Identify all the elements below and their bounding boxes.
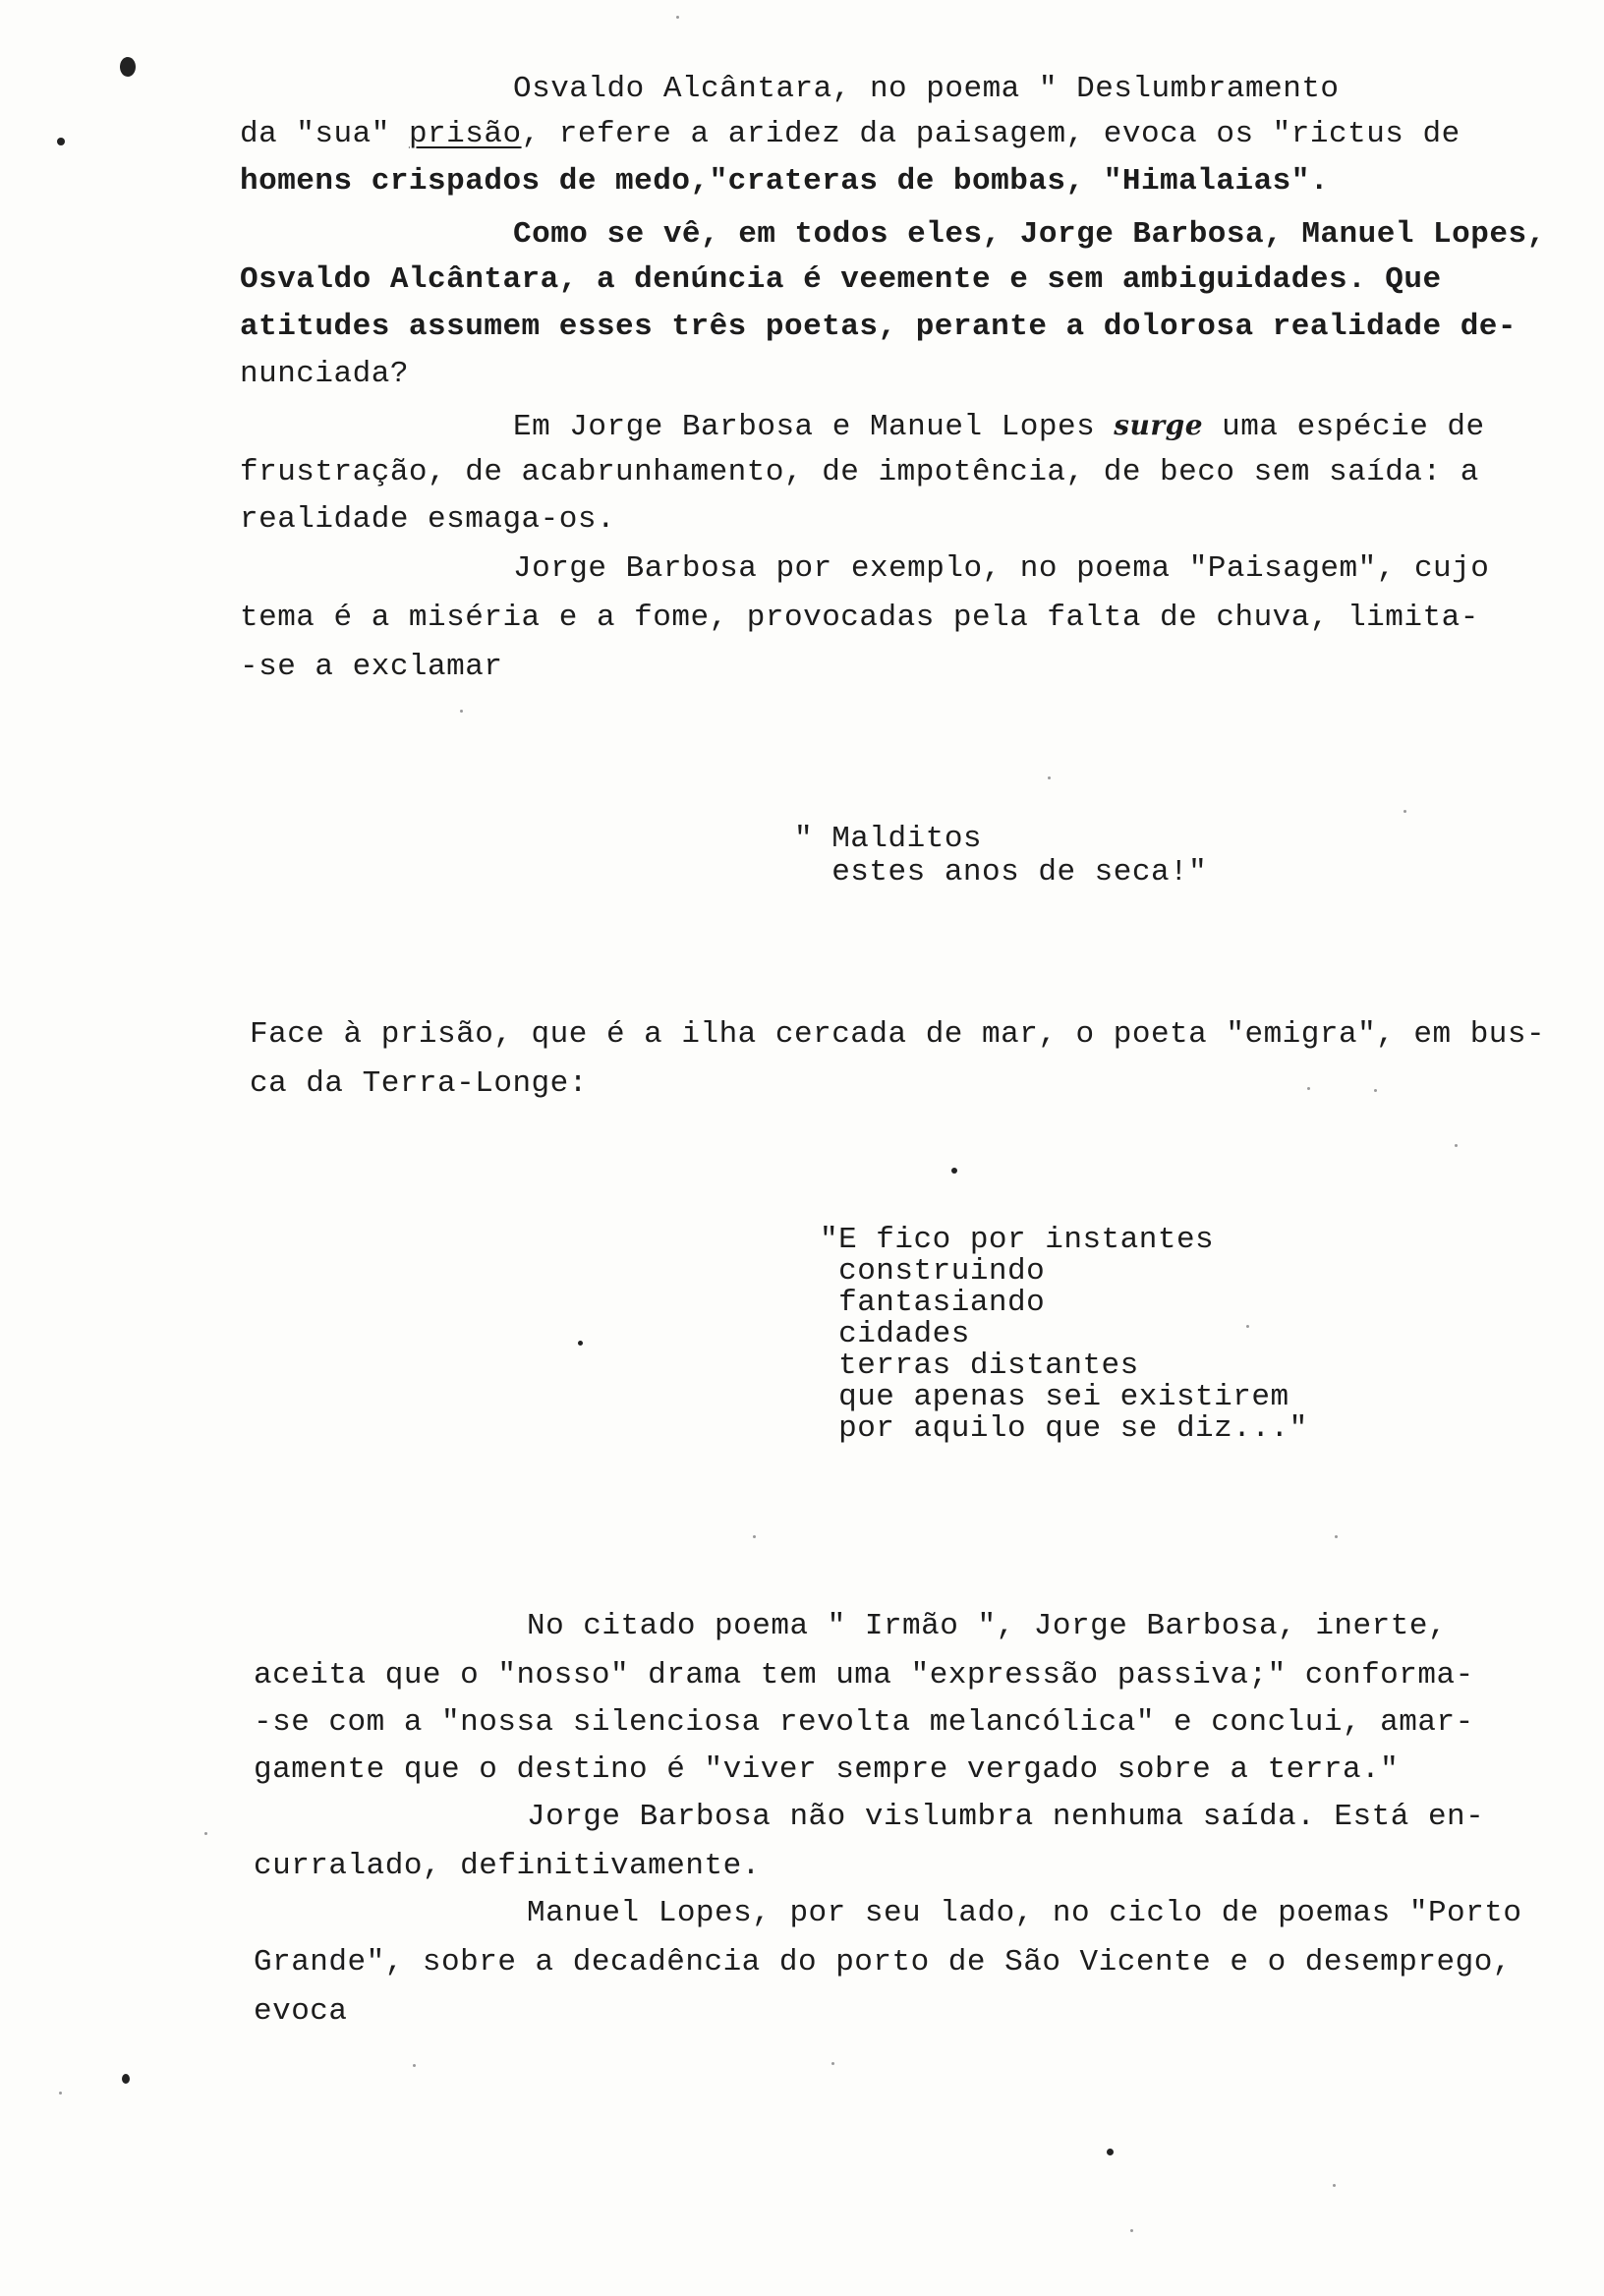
- paragraph-1-line-2-start: da "sua": [240, 117, 409, 151]
- ink-dot-bottom-center: [1107, 2149, 1114, 2155]
- paragraph-7-line-2: curralado, definitivamente.: [254, 1849, 761, 1883]
- speck: [753, 1535, 756, 1538]
- paragraph-1-line-3: homens crispados de medo,"crateras de bombas, "Himalaias".: [240, 164, 1329, 199]
- quote-2-line-2: construindo: [820, 1254, 1046, 1289]
- speck: [1404, 810, 1406, 813]
- ink-dot-left-margin: [57, 138, 65, 145]
- quote-2-line-7: por aquilo que se diz...": [820, 1411, 1308, 1446]
- speck: [204, 1832, 207, 1835]
- paragraph-1-line-2-end: , refere a aridez da paisagem, evoca os "rictus de: [521, 117, 1461, 151]
- paragraph-3-line-2: frustração, de acabrunhamento, de impotência, de beco sem saída: a: [240, 455, 1479, 489]
- speck: [831, 2062, 834, 2065]
- paragraph-8-line-1: Manuel Lopes, por seu lado, no ciclo de poemas "Porto: [527, 1896, 1522, 1930]
- paragraph-4-line-1: Jorge Barbosa por exemplo, no poema "Paisagem", cujo: [513, 551, 1490, 586]
- ink-blot-top-left: [120, 57, 136, 77]
- speck: [1333, 2184, 1336, 2187]
- speck: [59, 2092, 62, 2095]
- speck: [1246, 1325, 1249, 1328]
- ink-dot-mid-left: [578, 1341, 583, 1346]
- quote-1-line-2: estes anos de seca!": [794, 855, 1208, 890]
- speck: [1335, 1535, 1338, 1538]
- paragraph-3-line-1: [513, 407, 1485, 446]
- paragraph-5-line-2: ca da Terra-Longe:: [250, 1066, 588, 1101]
- paragraph-2-line-4: nunciada?: [240, 357, 409, 391]
- underlined-word-prisao: prisão: [408, 117, 522, 151]
- paragraph-8-line-2: Grande", sobre a decadência do porto de São Vicente e o desemprego,: [254, 1945, 1512, 1980]
- paragraph-1-line-1: Osvaldo Alcântara, no poema " Deslumbramento: [513, 72, 1340, 106]
- speck: [1374, 1089, 1377, 1092]
- paragraph-2-line-1: Como se vê, em todos eles, Jorge Barbosa, Manuel Lopes,: [513, 217, 1546, 252]
- paragraph-5-line-1: Face à prisão, que é a ilha cercada de mar, o poeta "emigra", em bus-: [250, 1017, 1546, 1052]
- speck: [676, 16, 679, 19]
- paragraph-2-line-3: atitudes assumem esses três poetas, perante a dolorosa realidade de-: [240, 310, 1518, 344]
- quote-2-line-4: cidades: [820, 1317, 970, 1351]
- quote-2-line-6: que apenas sei existirem: [820, 1380, 1289, 1414]
- paragraph-4-line-2: tema é a miséria e a fome, provocadas pela falta de chuva, limita-: [240, 601, 1479, 635]
- handwritten-word-surge: surge: [1114, 409, 1204, 441]
- quote-1-line-1: " Malditos: [794, 822, 983, 856]
- ink-dot-mid: [951, 1168, 957, 1174]
- paragraph-2-line-2: Osvaldo Alcântara, a denúncia é veemente e sem ambiguidades. Que: [240, 262, 1442, 297]
- paragraph-4-line-3: -se a exclamar: [240, 650, 503, 684]
- paragraph-7-line-1: Jorge Barbosa não vislumbra nenhuma saída. Está en-: [527, 1800, 1485, 1834]
- quote-2-line-5: terras distantes: [820, 1349, 1139, 1383]
- speck: [1307, 1087, 1310, 1090]
- paragraph-3-line-1-end: uma espécie de: [1203, 410, 1485, 444]
- paragraph-6-line-4: gamente que o destino é "viver sempre vergado sobre a terra.": [254, 1752, 1400, 1787]
- paragraph-6-line-1: No citado poema " Irmão ", Jorge Barbosa, inerte,: [527, 1609, 1448, 1643]
- paragraph-6-line-2: aceita que o "nosso" drama tem uma "expressão passiva;" conforma-: [254, 1658, 1474, 1693]
- quote-2-line-3: fantasiando: [820, 1286, 1046, 1320]
- quote-2-line-1: "E fico por instantes: [820, 1223, 1215, 1257]
- paragraph-6-line-3: -se com a "nossa silenciosa revolta melancólica" e conclui, amar-: [254, 1705, 1474, 1740]
- paragraph-8-line-3: evoca: [254, 1994, 348, 2029]
- paragraph-3-line-3: realidade esmaga-os.: [240, 502, 616, 537]
- ink-dot-bottom-left: [122, 2074, 130, 2084]
- speck: [1455, 1144, 1458, 1147]
- speck: [413, 2064, 416, 2067]
- speck: [1048, 776, 1051, 779]
- speck: [1130, 2229, 1133, 2232]
- paragraph-1-line-2: [240, 116, 1461, 153]
- speck: [460, 710, 463, 713]
- paragraph-3-line-1-start: Em Jorge Barbosa e Manuel Lopes: [513, 410, 1115, 444]
